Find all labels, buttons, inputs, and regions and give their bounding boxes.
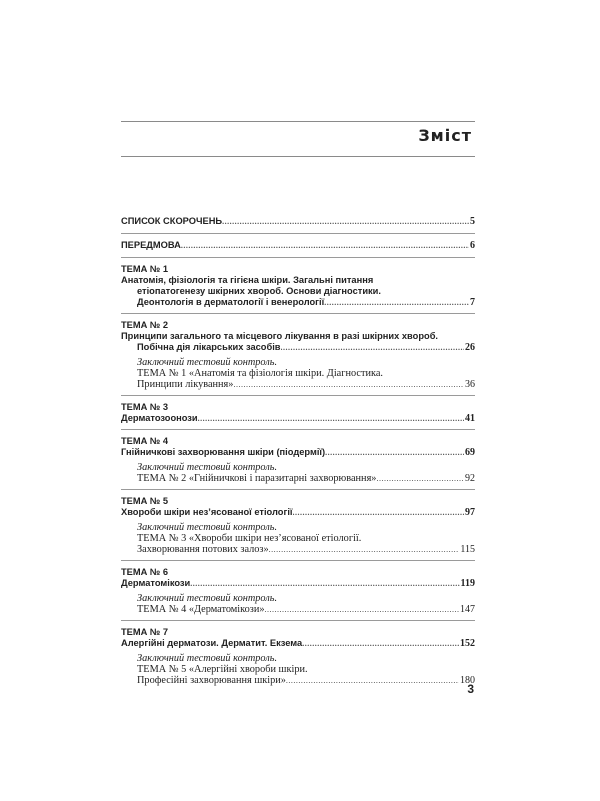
toc-entry-preface[interactable] — [121, 240, 475, 252]
toc-page-number: 26 — [465, 342, 475, 353]
topic-2-title-line[interactable]: Принципи загального та місцевого лікування в разі шкірних хвороб. — [121, 331, 439, 341]
topic-1-title-line[interactable]: етіопатогенезу шкірних хвороб. Основи діагностики. — [137, 286, 381, 296]
dot-leader — [286, 675, 459, 686]
toc-page-number: 119 — [460, 578, 475, 589]
dot-leader — [233, 379, 464, 390]
toc-entry-label: Побічна дія лікарських засобів — [137, 342, 281, 352]
toc-entry-test-3[interactable] — [121, 544, 475, 555]
dot-leader — [325, 447, 464, 458]
toc-entry-topic-7[interactable] — [121, 638, 475, 649]
toc-entry-topic-6[interactable] — [121, 578, 475, 589]
toc-entry-label: Дерматозоонози — [121, 413, 198, 423]
dot-leader — [302, 638, 459, 649]
page-number: 3 — [467, 682, 474, 696]
toc-entry-topic-1[interactable] — [121, 297, 475, 308]
toc-entry-test-4[interactable] — [121, 604, 475, 615]
dot-leader — [376, 473, 464, 484]
toc-page-number: 36 — [465, 379, 475, 390]
toc-entry-test-1[interactable] — [121, 379, 475, 390]
toc-page-number: 69 — [465, 447, 475, 458]
test-entry-line[interactable]: ТЕМА № 3 «Хвороби шкіри нез’ясованої етіології. — [137, 533, 362, 544]
dot-leader — [222, 216, 469, 227]
dot-leader — [190, 578, 459, 589]
dot-leader — [281, 342, 464, 353]
test-control-label: Заключний тестовий контроль. — [137, 653, 278, 664]
toc-entry-topic-3[interactable] — [121, 413, 475, 424]
test-control-label: Заключний тестовий контроль. — [137, 357, 278, 368]
toc-page-number: 152 — [460, 638, 475, 649]
toc-page-number: 41 — [465, 413, 475, 424]
topic-4-heading: ТЕМА № 4 — [121, 436, 169, 446]
toc-page-number: 6 — [470, 240, 475, 251]
toc-page-number: 147 — [460, 604, 475, 615]
table-of-contents — [121, 216, 475, 686]
test-control-label: Заключний тестовий контроль. — [137, 593, 278, 604]
toc-entry-label: Гнійничкові захворювання шкіри (піодермії) — [121, 447, 326, 457]
toc-page-number: 180 — [460, 675, 475, 686]
topic-7-heading: ТЕМА № 7 — [121, 627, 169, 637]
dot-leader — [181, 240, 469, 251]
test-control-label: Заключний тестовий контроль. — [137, 462, 278, 473]
page-title: Зміст — [418, 126, 472, 145]
toc-entry-label: Дерматомікози — [121, 578, 191, 588]
topic-6-heading: ТЕМА № 6 — [121, 567, 169, 577]
toc-entry-topic-5[interactable] — [121, 507, 475, 518]
dot-leader — [269, 544, 460, 555]
toc-entry-label: ПЕРЕДМОВА — [121, 240, 181, 250]
topic-5-heading: ТЕМА № 5 — [121, 496, 169, 506]
toc-entry-label: Хвороби шкіри нез’ясованої етіології — [121, 507, 293, 517]
toc-entry-label: Принципи лікування» — [137, 379, 234, 390]
topic-2-heading: ТЕМА № 2 — [121, 320, 169, 330]
toc-entry-topic-4[interactable] — [121, 447, 475, 458]
dot-leader — [324, 297, 469, 308]
toc-entry-label: Захворювання потових залоз» — [137, 544, 269, 555]
toc-page-number: 92 — [465, 473, 475, 484]
toc-entry-label: Деонтологія в дерматології і венерології — [137, 297, 325, 307]
toc-entry-label: ТЕМА № 2 «Гнійничкові і паразитарні захворювання» — [137, 473, 377, 484]
toc-entry-label: СПИСОК СКОРОЧЕНЬ — [121, 216, 223, 226]
toc-entry-test-2[interactable] — [121, 473, 475, 484]
topic-1-heading: ТЕМА № 1 — [121, 264, 169, 274]
title-underline — [121, 156, 475, 157]
toc-page-number: 5 — [470, 216, 475, 227]
test-control-label: Заключний тестовий контроль. — [137, 522, 278, 533]
toc-entry-test-5[interactable] — [121, 675, 475, 686]
toc-entry-label: Професійні захворювання шкіри» — [137, 675, 286, 686]
dot-leader — [198, 413, 464, 424]
test-entry-line[interactable]: ТЕМА № 1 «Анатомія та фізіологія шкіри. Діагностика. — [137, 368, 383, 379]
toc-entry-label: Алергійні дерматози. Дерматит. Екзема — [121, 638, 303, 648]
dot-leader — [293, 507, 464, 518]
toc-page-number: 7 — [470, 297, 475, 308]
toc-page-number: 97 — [465, 507, 475, 518]
test-entry-line[interactable]: ТЕМА № 5 «Алергійні хвороби шкіри. — [137, 664, 308, 675]
top-rule — [121, 121, 475, 122]
toc-entry-topic-2[interactable] — [121, 342, 475, 353]
toc-entry-abbreviations[interactable] — [121, 216, 475, 228]
topic-1-title-line[interactable]: Анатомія, фізіологія та гігієна шкіри. Загальні питання — [121, 275, 374, 285]
toc-page-number: 115 — [460, 544, 475, 555]
topic-3-heading: ТЕМА № 3 — [121, 402, 169, 412]
dot-leader — [265, 604, 459, 615]
toc-entry-label: ТЕМА № 4 «Дерматомікози» — [137, 604, 265, 615]
